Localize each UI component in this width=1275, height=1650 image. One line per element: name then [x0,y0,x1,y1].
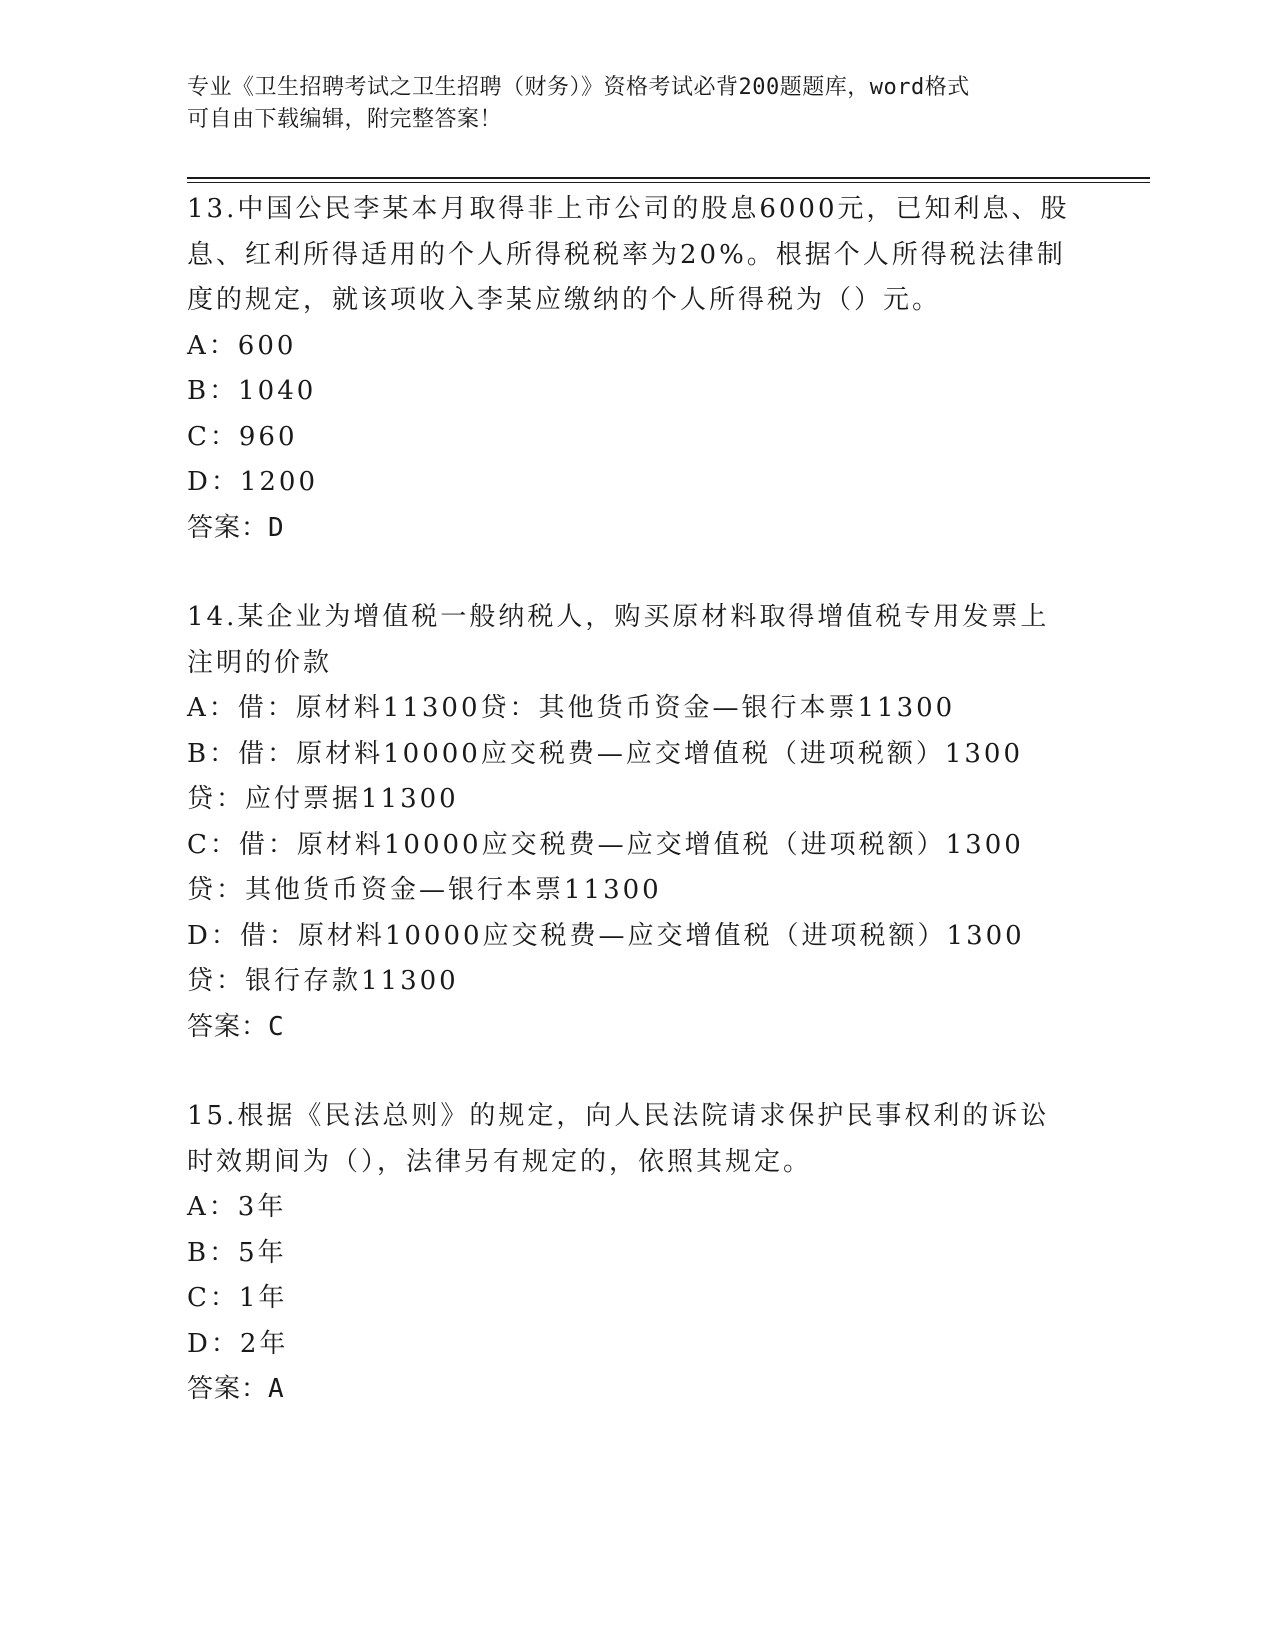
option-d: D：2年 [187,1328,289,1359]
answer: 答案：D [187,512,285,543]
option-c: C：960 [187,421,298,452]
question-15 [187,1094,1077,1413]
option-a: A：3年 [187,1192,287,1222]
answer: 答案：A [187,1374,285,1404]
option-b: B：1040 [187,376,317,406]
document-header [187,72,1067,136]
option-c: C：借：原材料10000应交税费—应交增值税（进项税额）1300贷：其他货币资金—银行本票11300 [187,829,1024,905]
answer: 答案：C [187,1011,285,1042]
header-line-2: 可自由下载编辑，附完整答案！ [187,107,503,132]
option-a: A：借：原材料11300贷：其他货币资金—银行本票11300 [187,693,956,723]
spacer [187,1050,1077,1094]
option-d: D：1200 [187,467,319,497]
question-text: 13.中国公民李某本月取得非上市公司的股息6000元，已知利息、股息、红利所得适用的个人所得税税率为20%。根据个人所得税法律制度的规定，就该项收入李某应缴纳的个人所得税为（）元。 [187,194,1070,315]
option-a: A：600 [187,330,297,361]
option-d: D：借：原材料10000应交税费—应交增值税（进项税额）1300贷：银行存款11300 [187,920,1025,996]
option-b: B：借：原材料10000应交税费—应交增值税（进项税额）1300贷：应付票据11300 [187,738,1023,814]
question-14 [187,595,1077,1050]
option-c: C：1年 [187,1283,288,1313]
spacer [187,551,1077,595]
question-text: 15.根据《民法总则》的规定，向人民法院请求保护民事权利的诉讼时效期间为（），法律另有规定的，依照其规定。 [187,1101,1050,1177]
question-text: 14.某企业为增值税一般纳税人，购买原材料取得增值税专用发票上注明的价款 [187,602,1050,678]
header-divider-thick [187,177,1150,179]
header-divider-thin [187,182,1150,183]
header-line-1: 专业《卫生招聘考试之卫生招聘（财务）》资格考试必背200题题库，word格式 [187,75,970,100]
option-b: B：5年 [187,1237,287,1268]
question-list [187,187,1077,1413]
question-13 [187,187,1077,551]
